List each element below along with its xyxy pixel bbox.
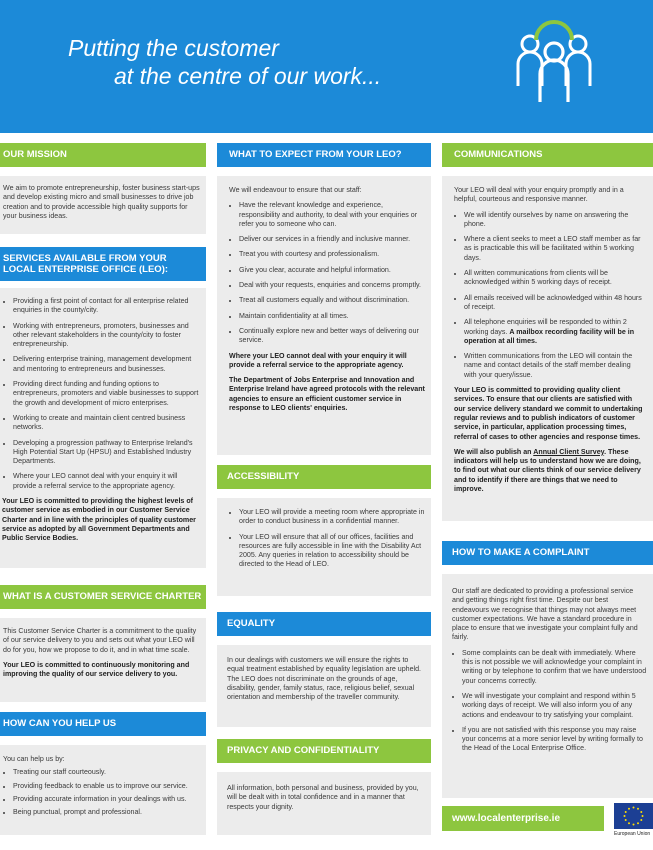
privacy-text: All information, both personal and business, provided by you, will be dealt with in total confidence and in a manner that respects your dignity. — [227, 784, 419, 811]
survey-pre: We will also publish an — [454, 447, 532, 456]
survey-post: . These indicators will help us to understand how we are doing, to find out what our clients think of our service delivery and to identify if there are things that we need to improve. — [454, 447, 641, 494]
services-heading-line1: SERVICES AVAILABLE FROM YOUR — [3, 253, 167, 264]
accessibility-heading: ACCESSIBILITY — [217, 465, 431, 489]
website-link[interactable]: www.localenterprise.ie — [442, 806, 604, 831]
list-item: • If you are not satisfied with this response you may raise your concerns at a more senior level by writing formally to the Head of the Local Enterprise Office. — [462, 726, 647, 754]
expect-heading: WHAT TO EXPECT FROM YOUR LEO? — [217, 143, 431, 167]
equality-text: In our dealings with customers we will ensure the rights to equal treatment established by equality legislation are upheld. The LEO does not discriminate on the grounds of age, disability, gender, family status, race, religious belief, sexual orientation and membership of the traveller community. — [227, 656, 422, 702]
list-item: • Providing accurate information in your dealings with us. — [13, 795, 202, 804]
help-heading: HOW CAN YOU HELP US — [0, 712, 206, 736]
communications-heading: COMMUNICATIONS — [442, 143, 653, 167]
accessibility-box — [217, 498, 431, 596]
list-item: • Deliver our services in a friendly and inclusive manner. — [239, 235, 425, 244]
help-intro: You can help us by: — [3, 755, 65, 763]
services-commitment: Your LEO is committed to providing the highest levels of customer service as embodied in our Customer Service Charter and in line with the principles of quality customer service as adopted by all Government Departments and Public Service Bodies. — [2, 497, 196, 543]
accessibility-list — [229, 508, 425, 570]
annual-client-survey-link[interactable]: Annual Client Survey — [533, 447, 605, 456]
phone-item-text: All telephone enquiries will be responded to within 2 working days. — [464, 318, 627, 336]
people-group-icon — [508, 16, 600, 108]
complaint-list — [452, 649, 647, 754]
communications-box — [442, 176, 653, 521]
list-item: • Providing a first point of contact for all enterprise related enquiries in the county/city. — [13, 297, 200, 316]
list-item: • All written communications from clients will be acknowledged within 5 working days of receipt. — [464, 269, 645, 288]
charter-box — [0, 618, 206, 702]
equality-heading: EQUALITY — [217, 612, 431, 636]
top-banner — [0, 0, 653, 133]
eu-label: European Union — [614, 831, 651, 837]
list-item — [464, 318, 645, 346]
list-item: • Your LEO will provide a meeting room where appropriate in order to conduct business in a confidential manner. — [239, 508, 425, 527]
services-heading — [0, 247, 206, 281]
mission-text: We aim to promote entrepreneurship, foster business start-ups and develop existing micro and small businesses to drive job creation and to provide accessible high quality supports for your business ideas. — [3, 184, 200, 220]
list-item: • Give you clear, accurate and helpful information. — [239, 266, 425, 275]
list-item: • Have the relevant knowledge and experience, responsibility and authority, to deal with your enquiries or refer you to someone who can. — [239, 201, 425, 229]
mission-box — [0, 176, 206, 234]
services-heading-line2: LOCAL ENTERPRISE OFFICE (LEO): — [3, 264, 169, 275]
expect-intro: We will endeavour to ensure that our staff: — [229, 186, 362, 194]
equality-box — [217, 645, 431, 727]
list-item: • Treating our staff courteously. — [13, 768, 202, 777]
complaint-heading: HOW TO MAKE A COMPLAINT — [442, 541, 653, 565]
list-item: • Continually explore new and better ways of delivering our service. — [239, 327, 425, 346]
privacy-box — [217, 772, 431, 835]
list-item: • Treat you with courtesy and professionalism. — [239, 250, 425, 259]
list-item: • Providing direct funding and funding options to entrepreneurs, promoters and viable businesses to support the growth and development of micro enterprises. — [13, 380, 200, 408]
privacy-heading: PRIVACY AND CONFIDENTIALITY — [217, 739, 431, 763]
charter-commitment: Your LEO is committed to continuously monitoring and improving the quality of our service delivery to you. — [3, 660, 190, 679]
expect-referral: Where your LEO cannot deal with your enquiry it will provide a referral service to the appropriate agency. — [229, 351, 407, 369]
list-item: • Developing a progression pathway to Enterprise Ireland's High Potential Start Up (HPSU) and Established Industry Departments. — [13, 439, 200, 467]
list-item: • Delivering enterprise training, management development and mentoring to entrepreneurs and businesses. — [13, 355, 200, 374]
eu-flag-icon — [614, 803, 653, 843]
help-list — [3, 768, 202, 817]
complaint-intro: Our staff are dedicated to providing a professional service and getting things right first time. Despite our best endeavours we recognise that things may not always meet customer expectations. We have a standard procedure in place to ensure that we investigate your complaint fully and fairly. — [452, 587, 638, 642]
communications-list — [454, 211, 645, 380]
list-item: • We will investigate your complaint and respond within 5 working days of receipt. We will also inform you of any actions and endeavour to try satisfying your complaint. — [462, 692, 647, 720]
list-item: • Where your LEO cannot deal with your enquiry it will provide a referral service to the appropriate agency. — [13, 472, 200, 491]
services-list — [3, 297, 200, 491]
complaint-box — [442, 574, 653, 798]
expect-list — [229, 201, 425, 345]
services-box — [0, 288, 206, 568]
banner-title-line1: Putting the customer — [68, 35, 279, 61]
list-item: • Being punctual, prompt and professional. — [13, 808, 202, 817]
list-item: • Treat all customers equally and without discrimination. — [239, 296, 425, 305]
communications-intro: Your LEO will deal with your enquiry promptly and in a helpful, courteous and responsive manner. — [454, 186, 624, 204]
list-item: • We will identify ourselves by name on answering the phone. — [464, 211, 645, 230]
phone-item-bold: A mailbox recording facility will be in operation at all times. — [464, 327, 635, 345]
banner-title-line2: at the centre of our work... — [114, 63, 382, 89]
expect-box — [217, 176, 431, 455]
list-item: • Maintain confidentiality at all times. — [239, 312, 425, 321]
list-item: • Where a client seeks to meet a LEO staff member as far as is practicable this will be facilitated within 5 working days. — [464, 235, 645, 263]
charter-text: This Customer Service Charter is a commitment to the quality of our service delivery to you and sets out what your LEO will do for you, how we propose to do it, and in what time scale. — [3, 627, 197, 654]
expect-protocols: The Department of Jobs Enterprise and Innovation and Enterprise Ireland have agreed protocols with the relevant agencies to ensure an efficient customer service in response to LEO clients' enquiries. — [229, 376, 425, 413]
charter-heading: WHAT IS A CUSTOMER SERVICE CHARTER — [0, 585, 206, 609]
list-item: • Providing feedback to enable us to improve our service. — [13, 782, 202, 791]
list-item: • All emails received will be acknowledged within 48 hours of receipt. — [464, 294, 645, 313]
communications-quality: Your LEO is committed to providing quality client services. To ensure that our clients are satisfied with our service delivery standard we commit to undertaking regular reviews and to publish indicators of customer service, in particular, application processing times, referral of cases to other agencies and response times. — [454, 386, 643, 441]
list-item: • Some complaints can be dealt with immediately. Where this is not possible we will acknowledge your complaint in writing or by telephone to confirm that we have understood your concerns correctly. — [462, 649, 647, 686]
mission-heading: OUR MISSION — [0, 143, 206, 167]
list-item: • Working to create and maintain client centred business networks. — [13, 414, 200, 433]
help-box — [0, 745, 206, 835]
list-item: • Deal with your requests, enquiries and concerns promptly. — [239, 281, 425, 290]
list-item: • Working with entrepreneurs, promoters, businesses and other relevant stakeholders in the county/city to foster entrepreneurship. — [13, 322, 200, 350]
communications-survey — [454, 448, 645, 494]
list-item: • Your LEO will ensure that all of our offices, facilities and resources are fully accessible in line with the Disability Act 2005. Any queries in relation to accessibility should be directed to the Head of LEO. — [239, 533, 425, 570]
list-item: • Written communications from the LEO will contain the name and contact details of the staff member dealing with your query/issue. — [464, 352, 645, 380]
